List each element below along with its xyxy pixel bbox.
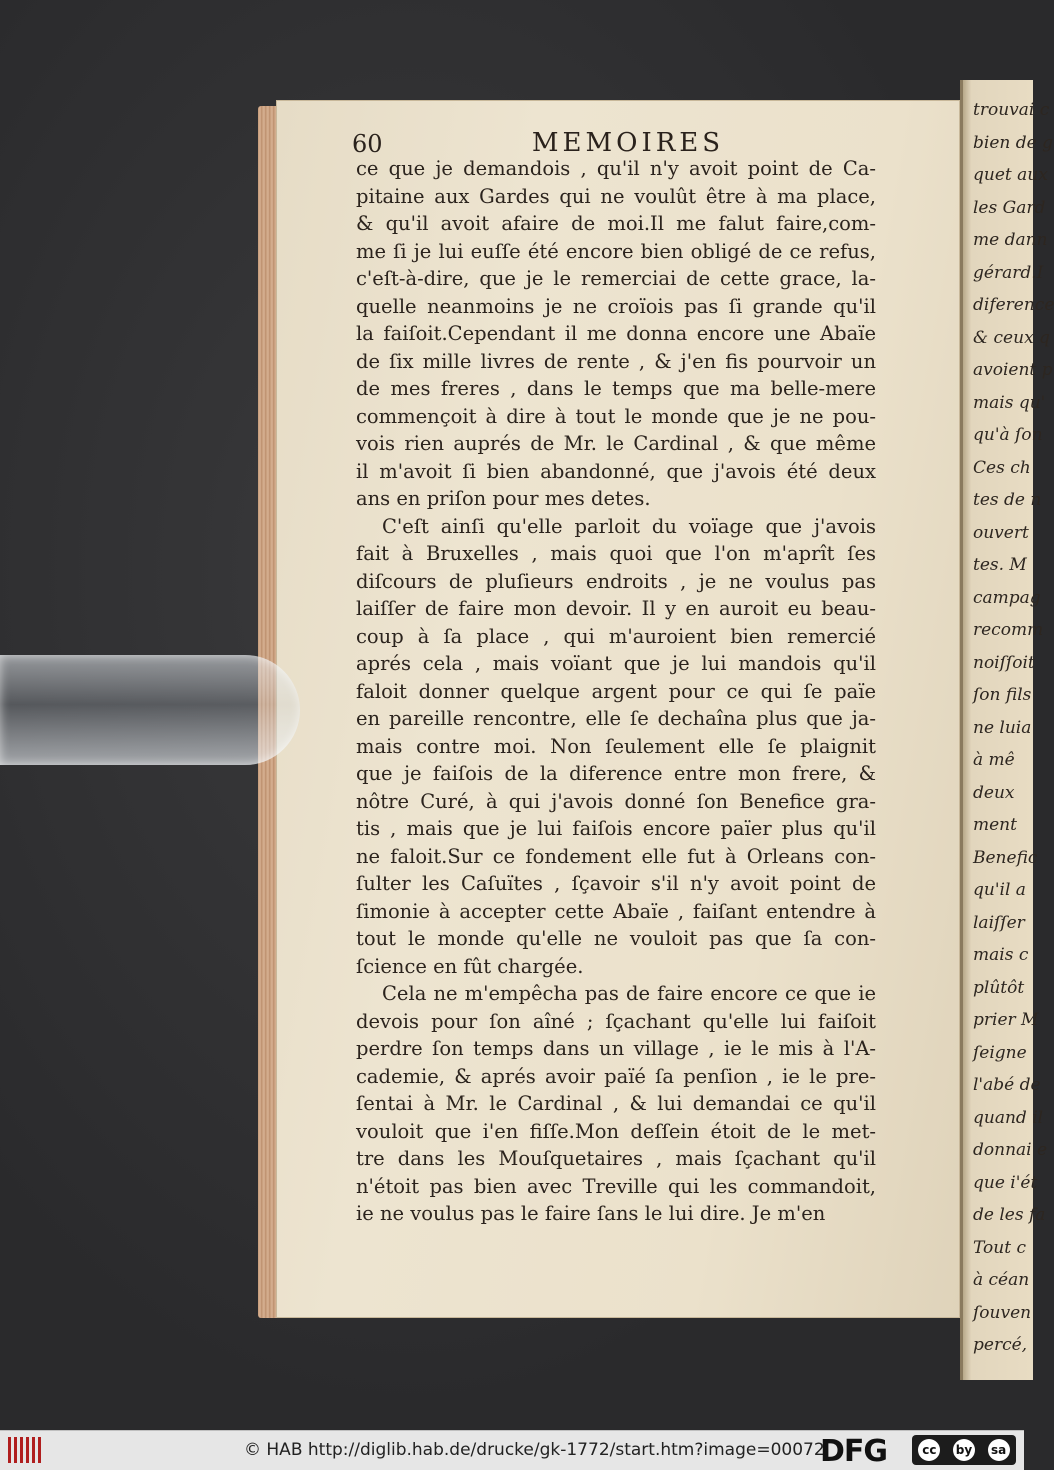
text-line: c'eſt-à-dire, que je le remerciai de cette grace, la- bbox=[356, 267, 876, 290]
text-line: C'eſt ainſi qu'elle parloit du voïage que j'avois bbox=[382, 514, 876, 538]
text-line: cademie, & aprés avoir païé ſa penſion , ie le pre- bbox=[356, 1064, 876, 1088]
facing-page-fragment: prier M bbox=[973, 1010, 1039, 1030]
text-line: perdre ſon temps dans un village , ie le mis à l'A- bbox=[356, 1037, 876, 1060]
text-line: ſulter les Caſuïtes , ſçavoir s'il n'y avoit point de bbox=[356, 872, 876, 895]
text-line: laiſſer de faire mon devoir. Il y en auroit eu beau- bbox=[356, 597, 876, 620]
facing-page-fragment: diference bbox=[973, 295, 1054, 315]
by-license-icon: by bbox=[953, 1439, 975, 1461]
text-line: ne faloit.Sur ce fondement elle fut à Orleans con- bbox=[356, 844, 876, 868]
facing-page-fragment: noiſſoit bbox=[973, 652, 1035, 673]
facing-page-fragment: à mê bbox=[973, 750, 1015, 770]
facing-page-fragment: trouvai c bbox=[973, 100, 1050, 120]
text-line: fait à Bruxelles , mais quoi que l'on m'aprît ſes bbox=[356, 542, 876, 565]
facing-page-fragment: l'abé de bbox=[973, 1075, 1041, 1095]
text-line: diſcours de pluſieurs endroits , je ne voulus pas bbox=[356, 569, 876, 593]
facing-page-fragment: Tout c bbox=[973, 1237, 1026, 1258]
footer-bar bbox=[0, 1430, 1024, 1470]
text-line: Cela ne m'empêcha pas de faire encore ce que ie bbox=[382, 982, 876, 1005]
facing-page-fragment: qu'à ſon bbox=[973, 425, 1043, 445]
text-line: en pareille rencontre, elle ſe dechaîna plus que ja- bbox=[356, 707, 876, 730]
glass-page-weight bbox=[0, 655, 300, 765]
facing-page-fragment: Benefic bbox=[973, 847, 1038, 868]
book-page bbox=[276, 100, 960, 1318]
facing-page-fragment: me dann bbox=[973, 230, 1048, 250]
facing-page-fragment: & ceux q bbox=[973, 327, 1050, 348]
text-line: me ſi je lui euſſe été encore bien obligé de ce refus, bbox=[356, 239, 876, 263]
facing-page-fragment: Ces ch bbox=[973, 457, 1031, 478]
text-line: faloit donner quelque argent pour ce qui ſe païe bbox=[356, 679, 876, 703]
facing-page-fragment: ſeigne bbox=[973, 1042, 1027, 1063]
facing-page bbox=[960, 80, 1054, 1380]
facing-page-fragment: mais qu' bbox=[973, 392, 1046, 413]
facing-page-fragment: ne luia bbox=[973, 717, 1032, 738]
text-line: nôtre Curé, à qui j'avois donné ſon Benefice gra- bbox=[356, 789, 876, 813]
cc-license-icon: cc bbox=[918, 1439, 940, 1461]
text-line: n'étoit pas bien avec Treville qui les commandoit, bbox=[356, 1174, 876, 1198]
text-line: tre dans les Mouſquetaires , mais ſçachant qu'il bbox=[356, 1147, 876, 1170]
facing-page-fragment: donnai e bbox=[973, 1140, 1048, 1160]
facing-page-fragment: à céan bbox=[973, 1270, 1030, 1290]
page-number: 60 bbox=[352, 130, 383, 158]
sa-license-icon: sa bbox=[988, 1439, 1010, 1461]
text-line: commençoit à dire à tout le monde que je ne pou- bbox=[356, 404, 876, 428]
text-line: mais contre moi. Non ſeulement elle ſe plaignit bbox=[356, 734, 876, 758]
text-line: ce que je demandois , qu'il n'y avoit point de Ca- bbox=[356, 157, 876, 180]
cc-license-badge[interactable] bbox=[912, 1435, 1016, 1465]
facing-page-fragment: laiſſer bbox=[973, 912, 1025, 933]
text-line: devois pour ſon aîné ; ſçachant qu'elle lui faiſoit bbox=[356, 1009, 876, 1033]
facing-page-fragment: quet aux bbox=[973, 165, 1048, 185]
text-line: de ſix mille livres de rente , & j'en fis pourvoir un bbox=[356, 349, 876, 373]
text-line: ſcience en fût chargée. bbox=[356, 954, 584, 978]
facing-page-fragment: recomm bbox=[973, 620, 1044, 640]
text-line: ſentai à Mr. le Cardinal , & lui demandai ce qu'il bbox=[356, 1092, 876, 1115]
facing-page-fragment: ſon fils bbox=[973, 685, 1032, 705]
text-line: tis , mais que je lui faiſois encore païer plus qu'il bbox=[356, 817, 876, 840]
text-line: ie ne voulus pas le faire ſans le lui dire. Je m'en bbox=[356, 1202, 826, 1225]
facing-page-fragment: tes de n bbox=[973, 490, 1042, 510]
library-logo-icon bbox=[8, 1437, 44, 1463]
running-head: MEMOIRES bbox=[531, 128, 725, 158]
text-line: ans en priſon pour mes detes. bbox=[356, 487, 651, 510]
text-line: que je faiſois de la diference entre mon frere, & bbox=[356, 762, 876, 785]
facing-page-fragment: bien de g bbox=[973, 132, 1053, 153]
facing-page-fragment: que i'ét bbox=[973, 1172, 1038, 1193]
text-line: pitaine aux Gardes qui ne voulût être à ma place, bbox=[356, 184, 876, 208]
body-text bbox=[356, 155, 876, 1228]
facing-page-fragment: percé, bbox=[973, 1335, 1028, 1355]
facing-page-fragment: quand il bbox=[973, 1107, 1044, 1128]
facing-page-fragment: qu'il a bbox=[973, 880, 1026, 900]
dfg-logo: DFG bbox=[820, 1434, 888, 1469]
facing-page-fragment: ſouven bbox=[973, 1302, 1032, 1323]
text-line: ſimonie à accepter cette Abaïe , faiſant entendre à bbox=[356, 899, 876, 923]
text-line: coup à ſa place , qui m'auroient bien remercié bbox=[356, 624, 876, 648]
facing-page-fragment: de les fa bbox=[973, 1205, 1046, 1225]
copyright-link[interactable]: © HAB http://diglib.hab.de/drucke/gk-1772/start.htm?image=00072 bbox=[244, 1440, 825, 1460]
facing-page-fragment: les Gard bbox=[973, 197, 1046, 218]
text-line: aprés cela , mais voïant que je lui mandois qu'il bbox=[356, 652, 876, 675]
facing-page-fragment: avoient p bbox=[973, 360, 1053, 380]
text-line: de mes freres , dans le temps que ma belle-mere bbox=[356, 377, 876, 400]
text-line: il m'avoit ſi bien abandonné, que j'avois été deux bbox=[356, 459, 876, 483]
facing-page-fragment: tes. M bbox=[973, 555, 1027, 575]
text-line: tout le monde qu'elle ne vouloit pas que ſa con- bbox=[356, 927, 876, 950]
facing-page-fragment: ouvert bbox=[973, 522, 1029, 543]
facing-page-fragment: gérard.I bbox=[973, 262, 1044, 283]
text-line: vois rien auprés de Mr. le Cardinal , & que même bbox=[356, 432, 876, 455]
facing-page-fragment: deux bbox=[973, 782, 1015, 803]
facing-page-fragment: campag bbox=[973, 587, 1041, 608]
facing-page-fragment: mais c bbox=[973, 945, 1029, 965]
text-line: quelle neanmoins je ne croïois pas ſi grande qu'il bbox=[356, 294, 876, 318]
facing-page-fragment: ment bbox=[973, 815, 1017, 835]
facing-page-fragment: plûtôt bbox=[973, 977, 1025, 998]
text-line: & qu'il avoit afaire de moi.Il me falut faire,com- bbox=[356, 212, 876, 235]
text-line: vouloit que i'en fiſſe.Mon deſſein étoit de le met- bbox=[356, 1119, 876, 1143]
text-line: la faiſoit.Cependant il me donna encore une Abaïe bbox=[356, 322, 876, 345]
